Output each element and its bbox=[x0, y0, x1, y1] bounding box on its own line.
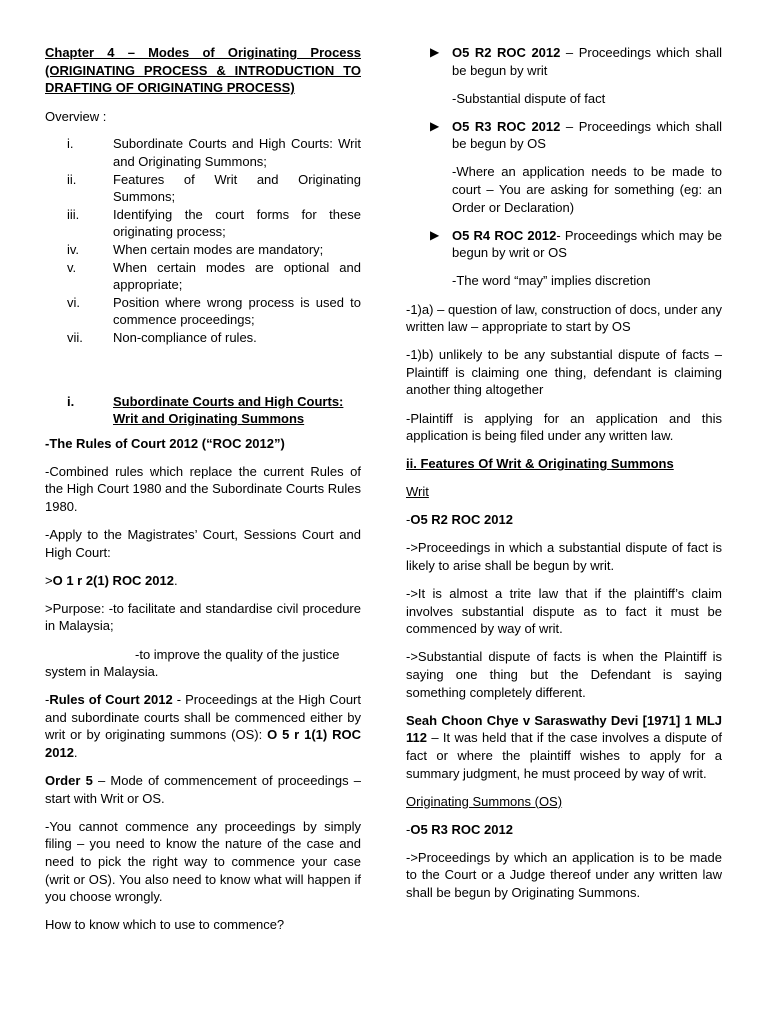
list-item bbox=[45, 206, 361, 241]
writ-ref-bold: O5 R2 ROC 2012 bbox=[410, 512, 513, 528]
order5-paragraph bbox=[45, 772, 361, 807]
bullet-text bbox=[452, 44, 722, 79]
roc-heading: -The Rules of Court 2012 (“ROC 2012”) bbox=[45, 435, 285, 451]
overview-label: Overview : bbox=[45, 108, 107, 124]
chapter-title-line1: Chapter 4 – Modes of Originating Process bbox=[45, 45, 361, 60]
cannot-paragraph: -You cannot commence any proceedings by simply filing – you need to know the nature of the case and need to pick the right way to commence your case (writ or OS). You also need to know what will happen if you choose wrongly. bbox=[45, 818, 361, 905]
list-item bbox=[45, 135, 361, 170]
list-item-number: v. bbox=[67, 259, 77, 275]
p1b-paragraph: -1)b) unlikely to be any substantial dispute of facts – Plaintiff is claiming one thing, defendant is claiming another thing altogether bbox=[406, 347, 722, 398]
os-ref-bold: O5 R3 ROC 2012 bbox=[410, 821, 513, 837]
bullet-sub-text: -The word “may” implies discretion bbox=[452, 273, 651, 289]
list-item-text: Position where wrong process is used to commence proceedings; bbox=[113, 294, 361, 328]
case-text: – It was held that if the case involves a dispute of fact or where the plaintiff wishes to apply for a summary judgment, he must proceed by way of writ. bbox=[406, 730, 722, 781]
roc-prefix: - bbox=[45, 692, 50, 708]
roc-paragraph bbox=[45, 691, 361, 761]
overview-list bbox=[45, 135, 361, 346]
roc-end: . bbox=[73, 745, 78, 760]
list-item bbox=[45, 259, 361, 294]
list-item bbox=[45, 241, 361, 259]
o1-suffix: . bbox=[173, 572, 178, 588]
o1-reference bbox=[45, 572, 361, 590]
chapter-title bbox=[45, 44, 361, 97]
list-item-text: Non-compliance of rules. bbox=[113, 329, 257, 345]
order5-text: – Mode of commencement of proceedings – start with Writ or OS. bbox=[45, 773, 361, 806]
p1a-paragraph: -1)a) – question of law, construction of docs, under any written law – appropriate to start by OS bbox=[406, 301, 722, 335]
apply-paragraph: -Apply to the Magistrates’ Court, Sessions Court and High Court: bbox=[45, 527, 361, 560]
chapter-title-line2: (ORIGINATING PROCESS & INTRODUCTION TO DRAFTING OF ORIGINATING PROCESS) bbox=[45, 62, 361, 96]
bullet-desc: – Proceedings which shall be begun by writ bbox=[452, 45, 723, 78]
list-item-number: iv. bbox=[67, 241, 80, 257]
list-item-text: Subordinate Courts and High Courts: Writ and Originating Summons; bbox=[113, 136, 361, 169]
list-item bbox=[45, 171, 361, 206]
list-item-number: vii. bbox=[67, 329, 83, 345]
case-name: Seah Choon Chye v Saraswathy Devi [1971] 1 MLJ 112 bbox=[406, 712, 722, 746]
right-column bbox=[406, 44, 722, 912]
left-column bbox=[45, 44, 361, 944]
writ-label: Writ bbox=[406, 484, 429, 500]
list-item bbox=[45, 329, 361, 347]
arrow-bullet-icon: ▶ bbox=[430, 118, 440, 133]
section-title: Subordinate Courts and High Courts: Writ and Originating Summons bbox=[113, 393, 344, 427]
list-item bbox=[406, 44, 722, 79]
os-ref-prefix: - bbox=[406, 821, 411, 837]
list-item bbox=[406, 118, 722, 153]
case-paragraph bbox=[406, 712, 722, 782]
writ-paragraph-3: ->Substantial dispute of facts is when the Plaintiff is saying one thing but the Defendant is saying something completely different. bbox=[406, 649, 722, 700]
writ-paragraph-1: ->Proceedings in which a substantial dispute of fact is likely to arise shall be begun by writ. bbox=[406, 540, 722, 574]
how-paragraph: How to know which to use to commence? bbox=[45, 917, 285, 933]
combined-paragraph: -Combined rules which replace the current Rules of the High Court 1980 and the Subordinate Courts Rules 1980. bbox=[45, 463, 361, 514]
list-item bbox=[406, 227, 722, 262]
arrow-bullet-icon: ▶ bbox=[430, 227, 440, 242]
list-item-number: ii. bbox=[67, 171, 77, 187]
writ-ref bbox=[406, 511, 722, 529]
o1-ref-bold: O 1 r 2(1) ROC 2012 bbox=[52, 572, 174, 588]
writ-ref-prefix: - bbox=[406, 512, 411, 528]
features-heading: ii. Features Of Writ & Originating Summons bbox=[406, 456, 674, 472]
roc-text: - Proceedings at the High Court and subordinate courts shall be commenced either by writ or by originating summons (OS): bbox=[45, 692, 361, 743]
os-label: Originating Summons (OS) bbox=[406, 793, 563, 809]
list-item-number: i. bbox=[67, 136, 74, 152]
os-paragraph-1: ->Proceedings by which an application is to be made to the Court or a Judge thereof under any written law shall be begun by Originating Summons. bbox=[406, 849, 722, 900]
bullet-sub-text: -Where an application needs to be made to court – You are asking for something (eg: an Order or Declaration) bbox=[452, 164, 722, 215]
list-item-number: vi. bbox=[67, 294, 80, 310]
bullet-text bbox=[452, 118, 722, 153]
improve-paragraph bbox=[45, 646, 361, 681]
o1-prefix: > bbox=[45, 572, 53, 588]
list-item-text: Features of Writ and Originating Summons; bbox=[113, 171, 361, 205]
bullet-sub-text: -Substantial dispute of fact bbox=[452, 90, 606, 106]
improve-line1: -to improve the quality of the justice bbox=[135, 646, 340, 662]
section-heading-1 bbox=[45, 393, 361, 428]
order5-bold: Order 5 bbox=[45, 773, 93, 789]
roc-ref: O 5 r 1(1) ROC 2012 bbox=[45, 727, 361, 760]
roc-bold: Rules of Court 2012 bbox=[49, 692, 173, 708]
writ-paragraph-2: ->It is almost a trite law that if the plaintiff’s claim involves substantial dispute as to fact it must be commenced by way of writ. bbox=[406, 586, 722, 637]
list-item-text: Identifying the court forms for these originating process; bbox=[113, 206, 361, 240]
os-ref bbox=[406, 821, 722, 839]
section-number: i. bbox=[67, 393, 75, 409]
improve-line2: system in Malaysia. bbox=[45, 664, 159, 680]
list-item bbox=[45, 294, 361, 329]
arrow-bullet-icon: ▶ bbox=[430, 45, 440, 59]
bullet-desc: – Proceedings which shall be begun by OS bbox=[452, 118, 723, 152]
purpose-paragraph: >Purpose: -to facilitate and standardise civil procedure in Malaysia; bbox=[45, 600, 361, 634]
list-item-text: When certain modes are mandatory; bbox=[113, 241, 324, 257]
list-item-text: When certain modes are optional and appropriate; bbox=[113, 259, 361, 293]
plaintiff-paragraph: -Plaintiff is applying for an application and this application is being filed under any written law. bbox=[406, 410, 722, 444]
bullet-desc: - Proceedings which may be begun by writ or OS bbox=[452, 227, 722, 261]
bullet-ref: O5 R4 ROC 2012 bbox=[452, 227, 557, 243]
bullet-ref: O5 R3 ROC 2012 bbox=[452, 118, 561, 134]
bullet-ref: O5 R2 ROC 2012 bbox=[452, 45, 561, 60]
list-item-number: iii. bbox=[67, 206, 80, 222]
bullet-text bbox=[452, 227, 722, 262]
